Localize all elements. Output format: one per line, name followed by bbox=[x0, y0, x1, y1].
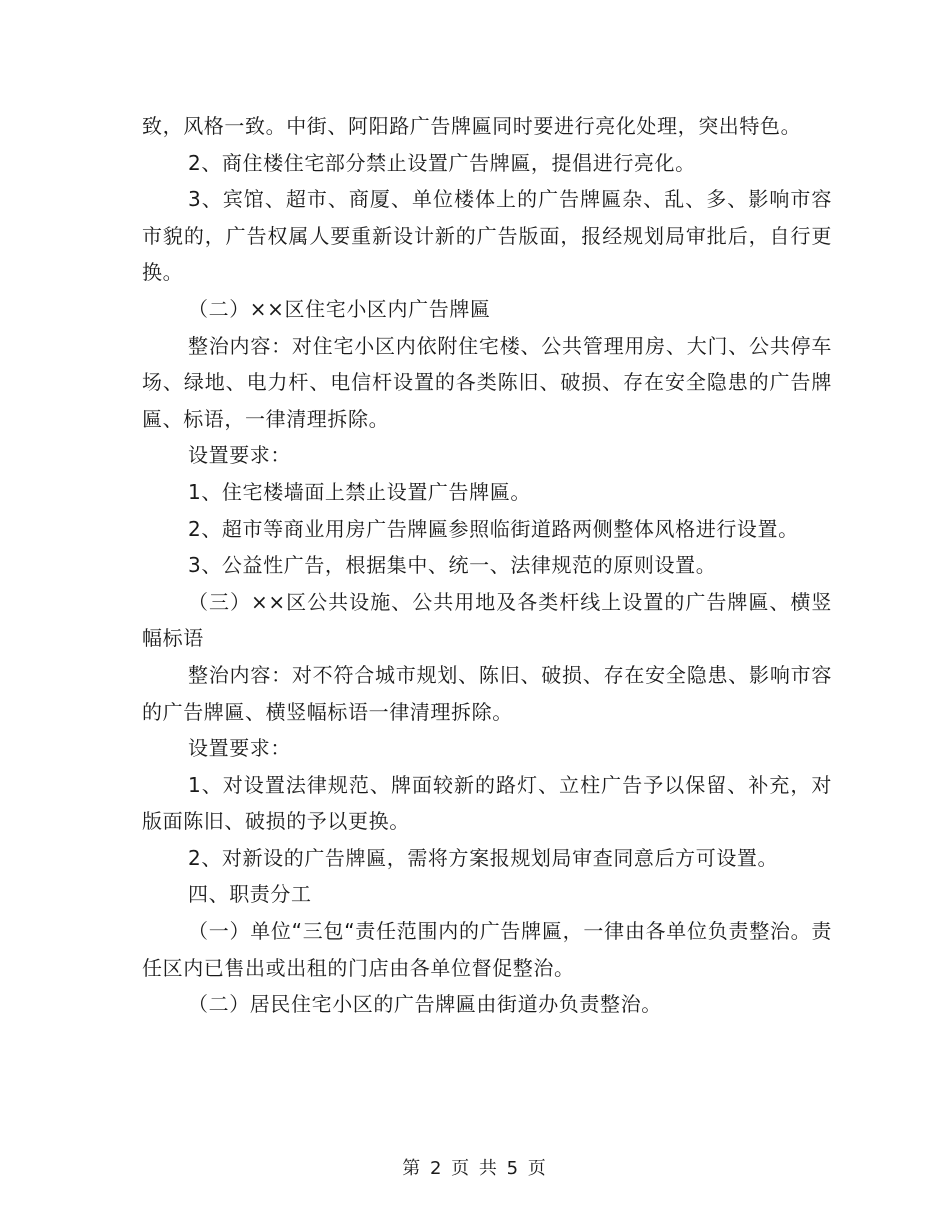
list-item: 3、公益性广告，根据集中、统一、法律规范的原则设置。 bbox=[188, 553, 717, 578]
list-item: 2、超市等商业用房广告牌匾参照临街道路两侧整体风格进行设置。 bbox=[188, 516, 799, 541]
paragraph: 整治内容：对住宅小区内依附住宅楼、公共管理用房、大门、公共停车场、绿地、电力杆、电信杆设置的各类陈旧、破损、存在安全隐患的广告牌匾、标语，一律清理拆除。 bbox=[142, 333, 832, 431]
subheading: 设置要求： bbox=[188, 443, 291, 468]
list-item: 1、对设置法律规范、牌面较新的路灯、立柱广告予以保留、补充，对版面陈旧、破损的予以更换。 bbox=[142, 772, 832, 834]
section-heading: （二）××区住宅小区内广告牌匾 bbox=[188, 296, 491, 321]
paragraph: 致，风格一致。中街、阿阳路广告牌匾同时要进行亮化处理，突出特色。 bbox=[142, 114, 802, 138]
section-heading: （三）××区公共设施、公共用地及各类杆线上设置的广告牌匾、横竖幅标语 bbox=[142, 589, 832, 651]
paragraph: （二）居民住宅小区的广告牌匾由街道办负责整治。 bbox=[188, 992, 662, 1017]
paragraph: 2、商住楼住宅部分禁止设置广告牌匾，提倡进行亮化。 bbox=[188, 150, 696, 175]
section-heading: 四、职责分工 bbox=[188, 882, 312, 907]
subheading: 设置要求： bbox=[188, 736, 291, 761]
page-number-footer: 第 2 页 共 5 页 bbox=[402, 1158, 548, 1179]
document-body bbox=[142, 108, 832, 1023]
list-item: 2、对新设的广告牌匾，需将方案报规划局审查同意后方可设置。 bbox=[188, 845, 779, 870]
paragraph: （一）单位“三包“责任范围内的广告牌匾，一律由各单位负责整治。责任区内已售出或出租的门店由各单位督促整治。 bbox=[142, 919, 832, 980]
paragraph: 3、宾馆、超市、商厦、单位楼体上的广告牌匾杂、乱、多、影响市容市貌的，广告权属人要重新设计新的广告版面，报经规划局审批后，自行更换。 bbox=[142, 187, 832, 285]
paragraph: 整治内容：对不符合城市规划、陈旧、破损、存在安全隐患、影响市容的广告牌匾、横竖幅标语一律清理拆除。 bbox=[142, 662, 832, 724]
list-item: 1、住宅楼墙面上禁止设置广告牌匾。 bbox=[188, 479, 531, 504]
